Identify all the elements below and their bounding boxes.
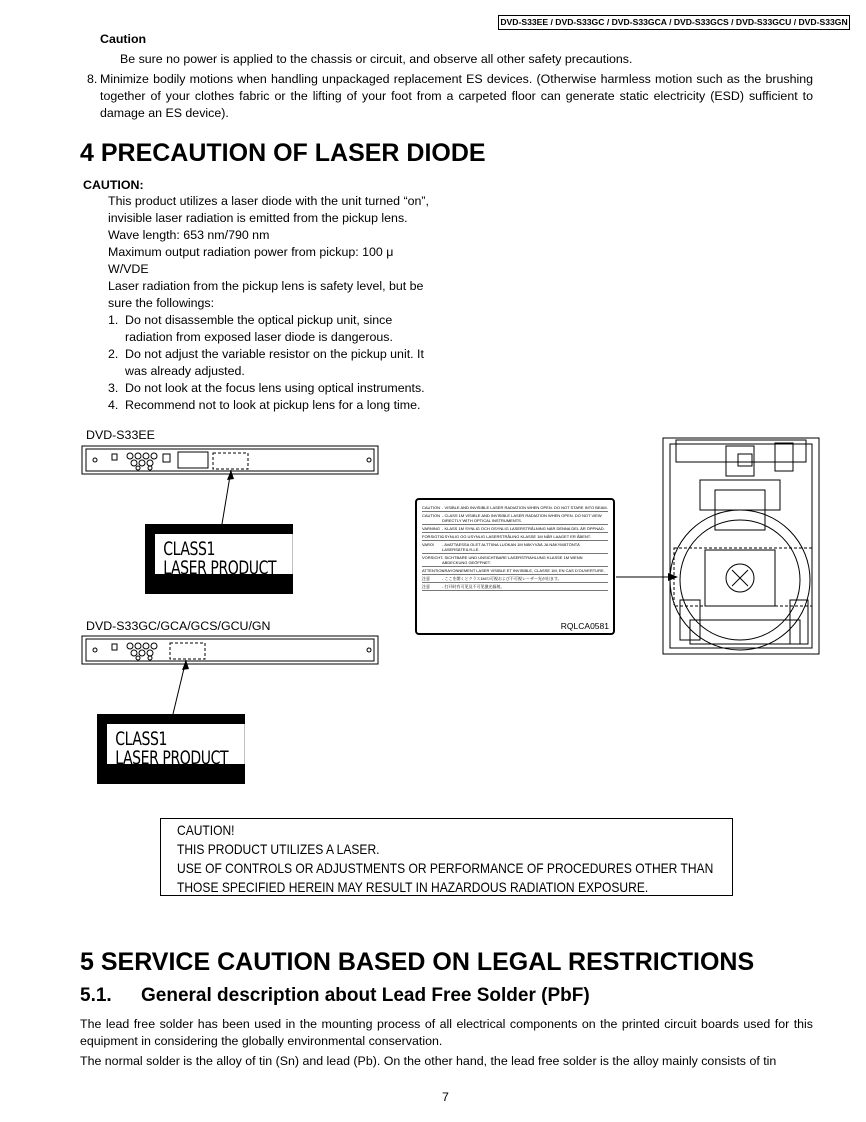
label-row: VARO! - AVATTAESSA OLET ALTTIINA LUOKAN 1M NÄKYVÄÄ JA NÄKYMÄTÖNTÄ LASERSÄTEILYLLE.	[422, 541, 608, 554]
class1-line1: CLASS1	[163, 538, 216, 560]
body-line: invisible laser radiation is emitted from the pickup lens.	[108, 211, 408, 225]
body-line: Maximum output radiation power from pickup: 100 μ	[108, 245, 394, 259]
subsection-title: General description about Lead Free Solder (PbF)	[141, 985, 590, 1006]
label-row: FORSIGTIG - SYNLIG OG USYNLIG LASERSTRÅLING KLASSE 1M NÅR LAAGET ER ÅBENT.	[422, 533, 608, 541]
body-line: sure the followings:	[108, 296, 215, 310]
label-row: VORSICHT - SICHTBARE UND UNSICHTBARE LASERSTRAHLUNG KLASSE 1M WENN ABDECKUNG GEÖFFNET.	[422, 554, 608, 567]
laser-warning-box	[160, 818, 733, 896]
model-header: DVD-S33EE / DVD-S33GC / DVD-S33GCA / DVD-S33GCS / DVD-S33GCU / DVD-S33GN	[498, 15, 850, 30]
body-line: Wave length: 653 nm/790 nm	[108, 228, 270, 242]
label-row: ATTENTION - RAYONNEMENT LASER VISIBLE ET INVISIBLE, CLASSE 1M, EN CAS D'OUVERTURE.	[422, 567, 608, 575]
section4-caution-label: CAUTION:	[83, 178, 144, 192]
class1-line2: LASER PRODUCT	[163, 557, 277, 579]
class1-line2: LASER PRODUCT	[115, 747, 229, 769]
model-label-ee: DVD-S33EE	[86, 428, 155, 442]
label-row: CAUTION - VISIBLE AND INVISIBLE LASER RADIATION WHEN OPEN. DO NOT STARE INTO BEAM.	[422, 505, 608, 510]
rear-panel-gc	[82, 636, 378, 664]
subsection-number: 5.1.	[80, 985, 112, 1006]
body-line: W/VDE	[108, 262, 149, 276]
rear-panel-ee	[82, 446, 378, 474]
caution-heading: Caution	[100, 32, 147, 46]
list-item: 1. Do not disassemble the optical pickup unit, since radiation from exposed laser diode is dangerous.	[108, 313, 393, 344]
class1-label-gc	[97, 714, 245, 784]
caution-text: Be sure no power is applied to the chassis or circuit, and observe all other safety precautions.	[120, 52, 633, 66]
section5-title: 5 SERVICE CAUTION BASED ON LEGAL RESTRICTIONS	[80, 948, 755, 976]
label-row: CAUTION - CLASS 1M VISIBLE AND INVISIBLE LASER RADIATION WHEN OPEN. DO NOT VIEW DIRECTLY WITH OPTICAL INSTRUMENTS.	[422, 512, 608, 525]
list-item: 2. Do not adjust the variable resistor on the pickup unit. It was already adjusted.	[108, 347, 424, 378]
multilingual-warning-label	[415, 498, 615, 635]
warning-line: USE OF CONTROLS OR ADJUSTMENTS OR PERFORMANCE OF PROCEDURES OTHER THAN	[177, 860, 714, 876]
body-line: This product utilizes a laser diode with the unit turned “on”,	[108, 194, 429, 208]
item8-number: 8.	[87, 72, 98, 86]
label-row: 注意 - ここを開くとクラス1Mの可視および不可視レーザー光が出ます。	[422, 575, 608, 583]
body-line: Laser radiation from the pickup lens is safety level, but be	[108, 279, 424, 293]
label-row: VARNING - KLASS 1M SYNLIG OCH OSYNLIG LASERSTRÅLNING NÄR DENNA DEL ÄR ÖPPNAD.	[422, 525, 608, 533]
warning-line: CAUTION!	[177, 822, 235, 838]
item8-text: Minimize bodily motions when handling unpackaged replacement ES devices. (Otherwise harmless motion such as the brushing together of your clothes fabric or the lifting of your foot from a carpeted floor can generate static electricity (ESD) sufficient to damage an ES device).	[100, 72, 813, 120]
label-code: RQLCA0581	[560, 621, 609, 631]
warning-line: THIS PRODUCT UTILIZES A LASER.	[177, 841, 380, 857]
label-row: 注意 - 打开时有可见及不可见激光辐射。	[422, 583, 608, 591]
list-item: 3. Do not look at the focus lens using optical instruments.	[108, 381, 425, 395]
page-number: 7	[442, 1090, 449, 1104]
class1-line1: CLASS1	[115, 728, 168, 750]
list-item: 4. Recommend not to look at pickup lens for a long time.	[108, 398, 421, 412]
dvd-mechanism	[663, 438, 819, 654]
model-label-gc: DVD-S33GC/GCA/GCS/GCU/GN	[86, 619, 271, 633]
section5-paragraph1: The lead free solder has been used in the mounting process of all electrical components on the printed circuit boards used for this equipment in considering the globally environmental conservation.	[80, 1017, 813, 1048]
class1-label-ee	[145, 524, 293, 594]
section5-paragraph2: The normal solder is the alloy of tin (Sn) and lead (Pb). On the other hand, the lead free solder is the alloy mainly consists of tin	[80, 1054, 777, 1068]
section4-title: 4 PRECAUTION OF LASER DIODE	[80, 139, 486, 167]
warning-line: THOSE SPECIFIED HEREIN MAY RESULT IN HAZARDOUS RADIATION EXPOSURE.	[177, 879, 649, 895]
